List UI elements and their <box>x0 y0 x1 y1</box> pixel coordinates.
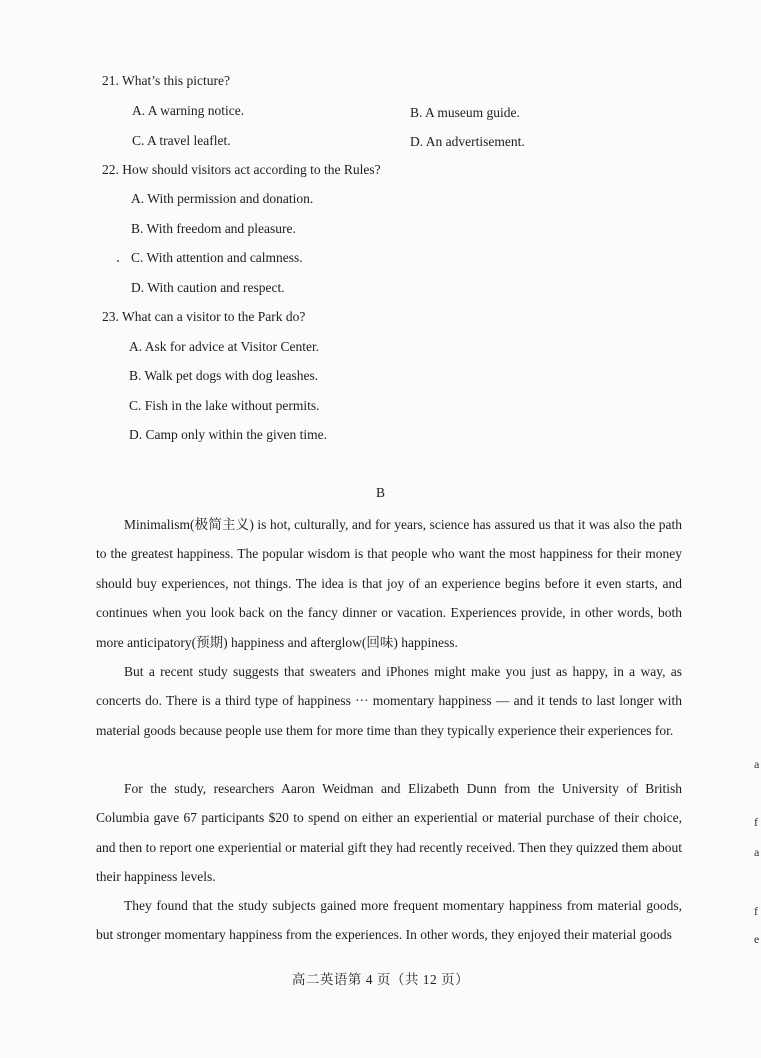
section-label: B <box>375 485 385 500</box>
edge-mark: f <box>754 815 758 829</box>
edge-mark: e <box>754 932 760 946</box>
passage-paragraph-1: Minimalism(极简主义) is hot, culturally, and for years, science has assured us that it was also the path to the greatest happiness. The popular wisdom is that people who want the most happiness for their money should buy experiences, not things. The idea is that joy of an experience begins before it even starts, and continues when you look back on the fancy dinner or vacation. Experiences provide, in other words, both more anticipatory(预期) happiness and afterglow(回味) happiness. <box>96 517 682 650</box>
q21-option-c: C. A travel leaflet. <box>132 133 231 148</box>
passage-paragraph-3: For the study, researchers Aaron Weidman and Elizabeth Dunn from the University of British Columbia gave 67 participants $20 to spend on either an experiential or material purchase of their choice, and then to report one experiential or material gift they had recently received. Then they quizzed them about their happiness levels. <box>96 781 682 885</box>
q23-option-a: A. Ask for advice at Visitor Center. <box>129 339 320 354</box>
q21-option-a: A. A warning notice. <box>132 103 245 118</box>
q23-option-b: B. Walk pet dogs with dog leashes. <box>129 368 319 383</box>
q22-option-a: A. With permission and donation. <box>131 191 314 206</box>
question-21-stem: 21. What’s this picture? <box>102 73 230 88</box>
passage-paragraph-2: But a recent study suggests that sweaters and iPhones might make you just as happy, in a way, as concerts do. There is a third type of happiness ··· momentary happiness — and it tends to last longer with material goods because people use them for more time than they typically experience their experiences for. <box>96 664 682 738</box>
edge-mark: a <box>754 757 760 771</box>
question-23-stem: 23. What can a visitor to the Park do? <box>102 309 306 324</box>
edge-mark: f <box>754 904 758 918</box>
page-footer: 高二英语第 4 页（共 12 页） <box>291 972 470 987</box>
q22-option-b: B. With freedom and pleasure. <box>131 221 296 236</box>
question-22-stem: 22. How should visitors act according to the Rules? <box>102 162 381 177</box>
q23-option-d: D. Camp only within the given time. <box>129 427 327 442</box>
edge-mark: a <box>754 845 760 859</box>
q23-option-c: C. Fish in the lake without permits. <box>129 398 320 413</box>
q21-option-b: B. A museum guide. <box>410 105 520 120</box>
q22-option-c: C. With attention and calmness. <box>131 250 303 265</box>
q21-option-d: D. An advertisement. <box>410 134 525 149</box>
passage-paragraph-4: They found that the study subjects gained more frequent momentary happiness from material goods, but stronger momentary happiness from the experiences. In other words, they enjoyed their material goods <box>96 898 682 943</box>
q22-option-d: D. With caution and respect. <box>131 280 285 295</box>
scan-speck <box>117 260 119 262</box>
